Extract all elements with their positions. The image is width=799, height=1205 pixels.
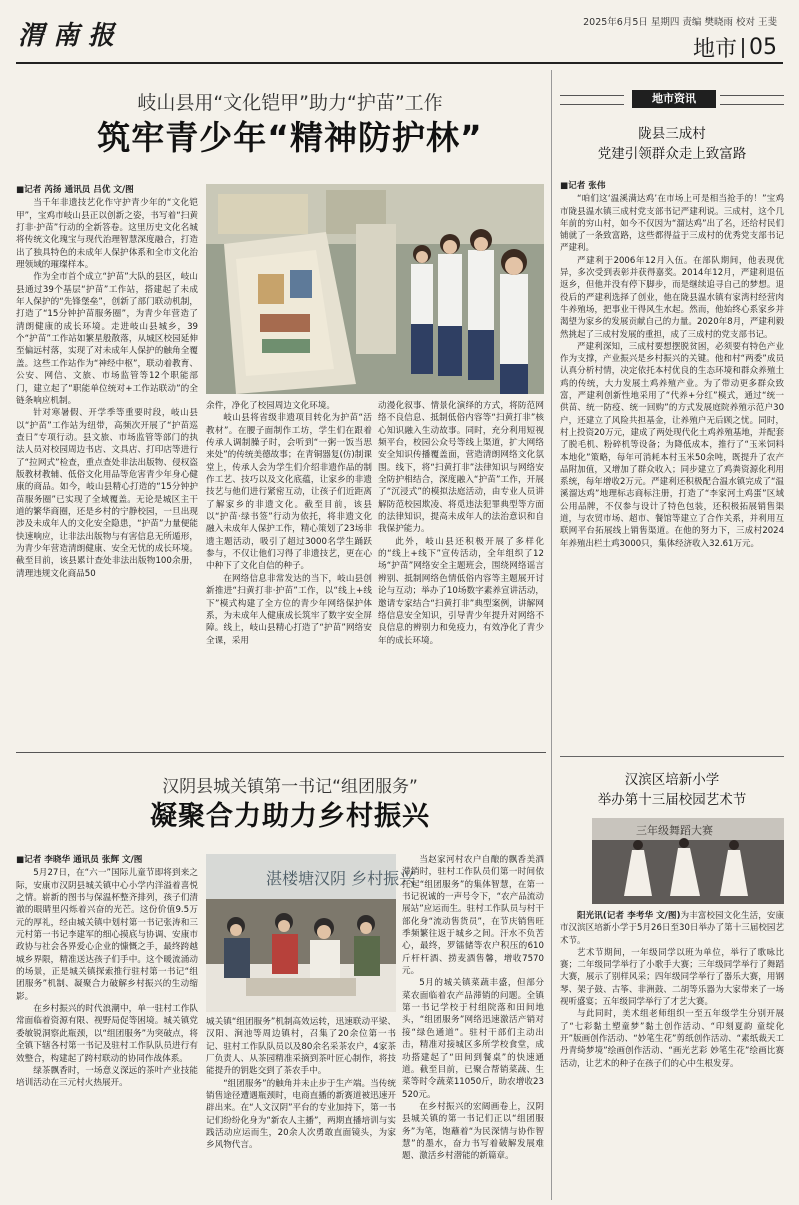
paragraph: 在乡村振兴的宏阔画卷上，汉阴县城关镇的第一书记们正以“组团服务”为笔，饱蘸着“为民深情与协作智慧”的墨水，奋力书写着破解发展难题、激活乡村潜能的新篇章。 [402, 1101, 544, 1162]
paragraph: 与此同时，美术组老师组织一至五年级学生分别开展了“七彩黏土塑童梦”黏土创作活动、“印刻夏韵 童绽化开”版画创作活动、“妙笔生花”剪纸创作活动、“素纸裁天工 丹青绮梦境”绘画创作活动、“画光艺彩 妙笔生花”绘画比赛活动，让艺术的种子在孩子们的心中生根发芽。 [560, 1009, 784, 1069]
photo2-banner: 湛楼塘汉阴 乡村振兴 [266, 869, 416, 888]
paragraph: 针对寒暑假、开学季等重要时段，岐山县以“护苗”工作站为纽带，高频次开展了“护苗巡查日”专项行动。县文旅、市场监管等部门的执法人员对校园周边书店、文具店、打印店等进行了“拉网式”检查，重点查处非法出版物、侵权盗版教材教辅、低俗文化用品等危害青少年身心健康的商品。如今，岐山县精心打造的“15分钟护苗服务圈”已实现了全域覆盖。无论是城区主干道的繁华商圈，还是乡村的宁静校园，一旦出现涉及未成年人的文化安全隐患，“护苗”力量便能快速响应，让非法出版物与有害信息无所遁形，为青少年营造清朗健康、安全无忧的成长环境。截至目前，该县累计查处非法出版物100余册，清理违规文化商品50 [16, 408, 198, 579]
paragraph: 岐山县将省级非遗项目转化为护苗“活教材”。在腰子面制作工坊，学生们在跟着传承人调制臊子时，会听到“一粥一饭当思来处”的传统美德故事；在青铜器复(仿)制课堂上，传承人会为学生们介绍非遗作品的制作工艺、技巧以及文化底蕴，让家乡的非遗技艺与他们进行紧密互动，让孩子们近距离了解家乡的非遗文化。截至目前，该县以“护苗·绿书签”行动为依托，将非遗文化融入未成年人保护工作，精心策划了23场非遗主题活动，吸引了超过3000名学生踊跃参与，不仅让他们习得了非遗技艺，更在心中种下了文化自信的种子。 [206, 413, 372, 572]
news1-title [560, 124, 784, 164]
svg-text:渭 南 报: 渭 南 报 [18, 21, 115, 51]
news1-byline: ■记者 张伟 [560, 181, 606, 191]
section-label [693, 32, 777, 63]
sidebar-mid-divider [560, 756, 784, 757]
news2-title [560, 770, 784, 810]
sidebar-label: 地市资讯 [632, 90, 716, 108]
page-number: 05 [749, 35, 777, 60]
news1-title-line2: 党建引领群众走上致富路 [597, 146, 747, 162]
paragraph: 城关镇“组团服务”机制高效运转，迅速联动平梁、汉阳、涧池等周边镇村，召集了20余位第一书记、驻村工作队队员以及80余名采茶农户，4家茶厂负责人、从茶园精准采摘到茶叶匠心制作，将技能提升的钥匙交到了茶农手中。 [206, 1017, 396, 1077]
news2-photo [592, 818, 784, 904]
masthead-rule [16, 62, 783, 64]
masthead-date: 2025年6月5日 星期四 责编 樊晓雨 校对 王斐 [583, 17, 777, 28]
news2-title-line2: 举办第十三届校园艺术节 [597, 792, 747, 808]
article2-kicker: 汉阴县城关镇第一书记“组团服务” [162, 777, 418, 797]
news2-body [560, 910, 784, 1200]
sidebar-rule-left [560, 95, 624, 105]
paragraph: 5月27日，在“六一”国际儿童节即将到来之际，安康市汉阴县城关镇中心小学内洋溢着喜悦之情。崭新的图书与保温杯整齐排列，孩子们清澈的眼睛里闪烁着兴奋的光芒。这份价值9.5万元的厚礼，经由城关镇中划村第一书记张涛和三元村第一书记李建军的细心摸底与协调、安康市政协与社会各界爱心企业的慷慨之手，最终跨越城乡界限，精准送达孩子们手中。这个暖流涌动的场景，正是城关镇探索推行驻村第一书记“组团服务”机制、凝聚合力破解乡村振兴的生动缩影。 [16, 868, 198, 1002]
article1-col1 [16, 184, 198, 744]
news1-body [560, 180, 784, 750]
article1-headline: 筑牢青少年“精神防护林” [97, 118, 483, 157]
article2-col2 [206, 1016, 396, 1200]
article-divider [16, 752, 546, 753]
paragraph: 作为全市首个成立“护苗”大队的县区，岐山县通过39个基层“护苗”工作站，搭建起了未成年人保护的“先锋堡垒”，创新了部门联动机制，打造了“15分钟护苗服务圈”，为青少年营造了清朗健康的成长环境。走进岐山县城乡，39个“护苗”工作站如繁星般散落，从城区校园延伸至偏远村落，实现了对未成年人保护的触角全覆盖。这些工作站作为“神经中枢”，联动着教育、公安、网信、文旅、市场监管等12个职能部门，建立起了“职能单位统对+工作站联动”的全链条响应机制。 [16, 272, 198, 406]
news1-title-line1: 陇县三成村 [638, 126, 706, 142]
sidebar-rule-right [720, 95, 784, 105]
paragraph: 在网络信息非常发达的当下，岐山县创新推进“扫黄打非·护苗”工作，以“线上+线下”模式构建了全方位的青少年网络保护体系，为未成年人健康成长筑牢了数字安全屏障。线上，岐山县精心打造了“护苗”网络安全课，采用 [206, 573, 372, 646]
news2-byline: 阳光讯(记者 李考华 文/图) [577, 911, 681, 921]
news2-lead: 为丰富校园文化生活，安康市汉滨区培新小学于5月26日至30日举办了第十三届校园艺术节。 [560, 911, 784, 946]
article2-headline: 凝聚合力助力乡村振兴 [150, 801, 430, 832]
article1-col2 [206, 400, 372, 745]
paragraph: 严建利于2006年12月入伍。在部队期间，他表现优异，多次受到表彰并获得嘉奖。2014年12月，严建利退伍返乡，但他并没有停下脚步，而是继续追寻自己的梦想。退役后的严建利选择了创业，他在陇县温水镇有家湾村经营肉牛养殖场，把事业干得风生水起。然而，他始终心系家乡并渴望为家乡的发展贡献自己的力量。2020年8月，严建利毅然挑起了三成村发展的重担，成了三成村的党支部书记。 [560, 255, 784, 340]
article2-col3 [402, 854, 544, 1200]
article2-byline: ■记者 李晓华 通讯员 张辉 文/图 [16, 855, 143, 865]
article1-col3 [378, 400, 544, 745]
article1-byline: ■记者 芮扬 通讯员 吕优 文/图 [16, 185, 134, 195]
paragraph: 当赵家河村农户自酿的飘香美酒滞销时，驻村工作队员们第一时间依托起“组团服务”的集体智慧，在第一书记祝诚的一声号令下，“农产品流动展站”应运而生。驻村工作队员与村干部化身“流动售货员”，在节庆销售旺季频繁往返于城乡之间。汗水不负苦心，最终，罗镭储等农户积压的610斤杆杆酒、捞麦酒售馨，增收7570元。 [402, 855, 544, 977]
paragraph: 严建利深知，三成村要想摆脱贫困，必须要有特色产业作为支撑，产业振兴是乡村振兴的关键。他和村“两委”成员认真分析村情，决定依托本村优良的生态环境和群众养殖土鸡的传统，大力发展土鸡养殖产业。为了带动更多群众致富，严建利创新性地采用了“代养+分红”模式，通过“统一供苗、统一防疫、统一回购”的方式发展庭院养殖示范户30户，还建立了风险共担基金，让养殖户无后顾之忧。同时，村上投资20万元，建成了两处现代化土鸡养殖基地，并配套了脱毛机、粉碎机等设备；为降低成本，推行了“玉米饲料本地化”策略，每年可消耗本村玉米50余吨，既提升了农产品附加值，又增加了群众收入；同步建立了鸡粪资源化利用系统，每年增收2万元。严建利还积极配合温水镇完成了“温溪溜达鸡”地理标志商标注册，打造了“李家河土鸡蛋”区域公用品牌，不仅参与设计了特色包装，还积极拓展销售渠道，与农贸市场、超市、餐馆等建立了合作关系，并利用互联网平台拓展线上销售渠道。在他的努力下，三成村2024年养殖出栏土鸡3000只，集体经济收入32.61万元。 [560, 341, 784, 549]
sidebar-header [560, 90, 784, 110]
paragraph: 当千年非遗技艺化作守护青少年的“文化铠甲”，宝鸡市岐山县正以创新之姿，书写着“扫黄打非·护苗”行动的全新答卷。这里历史文化名城将传统文化瑰宝与现代治理智慧深度融合，打造出了独具特色的未成年人保护体系和全市文化治理领域的璀璨样本。 [16, 198, 198, 271]
news2-title-line1: 汉滨区培新小学 [624, 772, 720, 788]
paragraph: “咱们这‘温溪满达鸡’在市场上可是相当抢手的！”宝鸡市陇县温水镇三成村党支部书记严建利说。三成村，这个几年前的穷山村，如今不仅因为“溜达鸡”出了名，还给村民们铺就了一条致富路，这些都得益于三成村的优秀党支部书记严建利。 [560, 194, 784, 254]
paragraph: 绿茶飘香时，一场意义深远的茶叶产业技能培训活动在三元村火热展开。 [16, 1065, 198, 1089]
paragraph: 此外，岐山县还积极开展了多样化的“线上+线下”宣传活动，全年组织了12场“护苗”网络安全主题班会，围绕网络谣言辨别、抵制网络色情低俗内容等主题展开讨论与互动；举办了10场数字素养宣讲活动，邀请专家结合“扫黄打非”典型案例，讲解网络信息安全知识，引导青少年提升对网络不良信息的辨别力和免疫力，有效净化了青少年的成长环境。 [378, 536, 544, 646]
paragraph: 动漫化叙事、情景化演绎的方式，将防范网络不良信息、抵制低俗内容等“扫黄打非”核心知识融入生动故事。同时，充分利用短视频平台，校园公众号等线上渠道，扩大网络安全知识传播覆盖面，营造清朗网络文化氛围。线下，将“扫黄打非”法律知识与网络安全防护相结合，深度融入“护苗”工作，开展了“沉浸式”的模拟法庭活动，由专业人员讲解防范校园欺凌、将觅违法犯罪典型等方面的法律知识，提高未成年人的法治意识和自我保护能力。 [378, 401, 544, 535]
news2-photo-banner: 三年级舞蹈大赛 [636, 824, 713, 837]
section-name: 地市 [692, 37, 737, 62]
paragraph: 余件，净化了校园周边文化环境。 [206, 401, 335, 411]
section-divider [742, 38, 744, 58]
paragraph: 在乡村振兴的时代浪潮中，单一驻村工作队常面临着资源有限、视野局促等困境。城关镇党委敏锐洞察此瓶颈，以“组团服务”为突破点，将全镇下辖各村第一书记及驻村工作队队员进行有效整合，构建起了跨村联动的协同作战体系。 [16, 1004, 198, 1064]
paragraph [560, 910, 784, 947]
sidebar-divider [551, 70, 552, 1200]
masthead-logo [16, 14, 126, 52]
article1-kicker: 岐山县用“文化铠甲”助力“护苗”工作 [137, 92, 443, 114]
paragraph: “组团服务”的触角并未止步于生产端。当传统销售途径遭遇瓶颈时，电商直播的新赛道被迅速开辟出来。在“人文汉阴”平台的专业加持下，第一书记们纷纷化身为“新农人主播”，两期直播培训与实践活动应运而生，20余人次勇敢直面镜头，为家乡风物代言。 [206, 1078, 396, 1151]
paragraph: 5月的城关镇菜蔬丰盛，但部分菜农面临着农产品滞销的问题。全镇第一书记学校于村组院落和田间地头，“组团服务”网络迅速激活产销对接“绿色通道”。驻村干部们主动出击，精准对接城区多所学校食堂，成功搭建起了“田间到餐桌”的快速通道。截至目前，已聚合帮销菜蔬、生菜等时令蔬菜11050斤，助农增收23520元。 [402, 978, 544, 1100]
paragraph: 艺术节期间，一年级同学以班为单位，举行了歌咏比赛；二年级同学举行了小歌手大赛；三年级同学举行了舞蹈大赛，展示了别样风采；四年级同学举行了器乐大赛，用钢琴、架子鼓、古筝、非洲鼓、二胡等乐器为大家带来了一场视听盛宴；五年级同学举行了才艺大赛。 [560, 947, 784, 1008]
article2-photo [206, 854, 416, 1012]
article2-col1 [16, 854, 198, 1200]
article1-photo [206, 184, 544, 394]
